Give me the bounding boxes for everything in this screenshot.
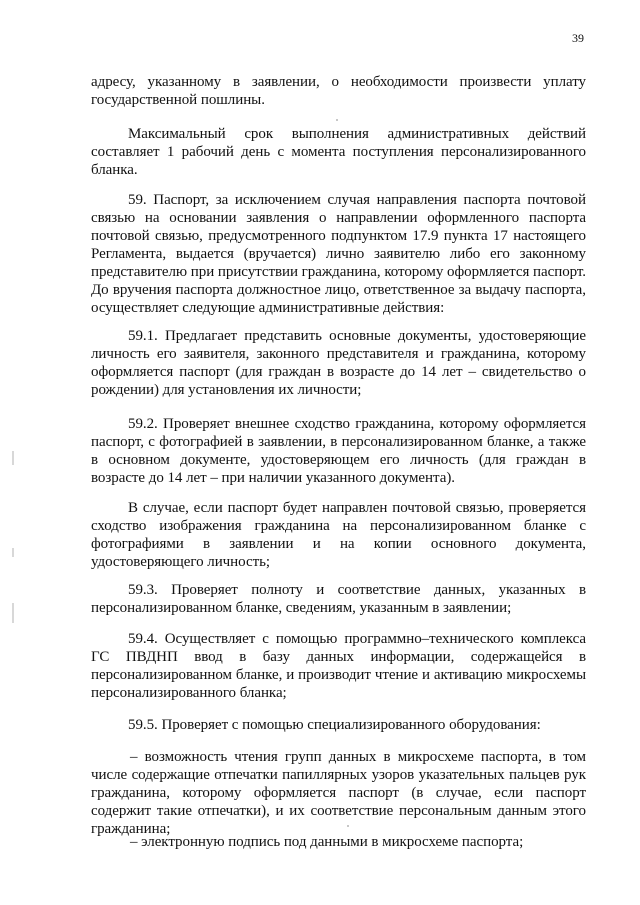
paragraph-59-4: 59.4. Осуществляет с помощью программно–технического комплекса ГС ПВДНП ввод в базу данных информации, содержащейся в персонализированном бланке, и производит чтение и активацию микросхемы персонализированного бланка; <box>91 631 586 701</box>
scan-margin-mark <box>12 603 14 623</box>
scan-margin-mark <box>12 548 14 557</box>
list-item-chip-reading: – возможность чтения групп данных в микросхеме паспорта, в том числе содержащие отпечатки папиллярных узоров указательных пальцев рук гражданина, которому оформляется паспорт (в случае, если паспорт содержит такие отпечатки), и их соответствие персональным данным этого гражданина; <box>91 749 586 837</box>
paragraph-59-2: 59.2. Проверяет внешнее сходство гражданина, которому оформляется паспорт, с фотографией в заявлении, в персонализированном бланке, а также в основном документе, удостоверяющем его личность (для граждан в возрасте до 14 лет – при наличии указанного документа). <box>91 416 586 486</box>
list-item-electronic-signature: – электронную подпись под данными в микросхеме паспорта; <box>130 834 524 850</box>
paragraph-max-term: Максимальный срок выполнения административных действий составляет 1 рабочий день с момента поступления персонализированного бланка. <box>91 126 586 178</box>
paragraph-59: 59. Паспорт, за исключением случая направления паспорта почтовой связью на основании заявления о направлении оформленного паспорта почтовой связью, предусмотренного подпунктом 17.9 пункта 17 настоящего Регламента, выдается (вручается) лично заявителю либо его законному представителю при присутствии гражданина, которому оформляется паспорт. До вручения паспорта должностное лицо, ответственное за выдачу паспорта, осуществляет следующие административные действия: <box>91 192 586 316</box>
paragraph-59-1: 59.1. Предлагает представить основные документы, удостоверяющие личность его заявителя, законного представителя и гражданина, которому оформляется паспорт (для граждан в возрасте до 14 лет – свидетельство о рождении) для установления их личности; <box>91 328 586 398</box>
paragraph-59-3: 59.3. Проверяет полноту и соответствие данных, указанных в персонализированном бланке, сведениям, указанным в заявлении; <box>91 582 586 616</box>
paragraph-postal-case: В случае, если паспорт будет направлен почтовой связью, проверяется сходство изображения гражданина на персонализированном бланке с фотографиями в заявлении и на копии основного документа, удостоверяющего личность; <box>91 500 586 570</box>
scan-dot <box>336 119 338 121</box>
page-number: 39 <box>572 31 584 45</box>
paragraph-59-5: 59.5. Проверяет с помощью специализированного оборудования: <box>128 717 541 733</box>
paragraph-fee-notice: адресу, указанному в заявлении, о необходимости произвести уплату государственной пошлины. <box>91 74 586 108</box>
scan-margin-mark <box>12 451 14 465</box>
